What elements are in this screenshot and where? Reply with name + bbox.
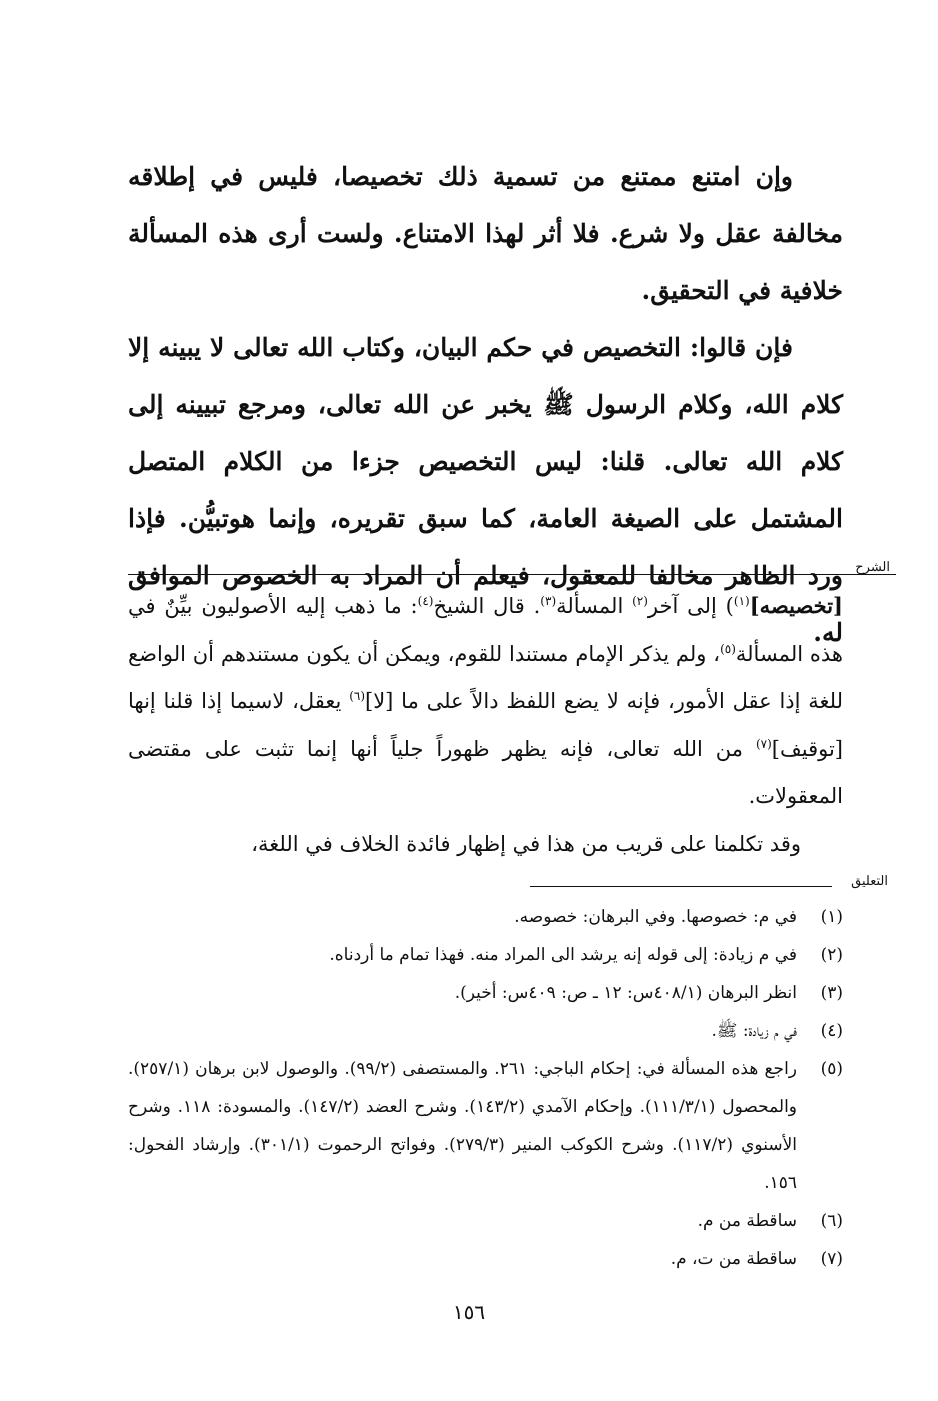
footnote-ref: (١): [733, 594, 750, 608]
sharh-paragraph: وقد تكلمنا على قريب من هذا في إظهار فائدة الخلاف في اللغة،: [251, 831, 801, 856]
sharh-text-run: يعقل، لاسيما إذا قلنا إنها [توقيف]: [128, 689, 843, 761]
footnote-item: [128, 898, 843, 936]
footnote-item: [128, 1012, 843, 1050]
footnote-number: (٤): [820, 1021, 843, 1041]
sharh-headword: [تخصيصه]: [749, 593, 843, 618]
footnote-item: [128, 1202, 843, 1240]
sharh-text-run: : ما ذهب إليه الأصوليون بيِّنٌ في هذه المسألة: [128, 594, 843, 666]
footnote-item: [128, 936, 843, 974]
footnote-text: ساقطة من ت، م.: [670, 1249, 797, 1269]
footnote-number: (٣): [820, 983, 843, 1003]
sharh-text-run: من الله تعالى، فإنه يظهر ظهوراً جلياً أنها إنما تثبت على مقتضى المعقولات.: [128, 736, 843, 808]
footnote-number: (٦): [820, 1211, 843, 1231]
footnote-ref: (٥): [720, 641, 736, 656]
sharh-text-run: المسألة: [556, 594, 633, 618]
footnote-item: [128, 1050, 843, 1202]
footnote-text: انظر البرهان (٤٠٨/١س: ١٢ ـ ص: ٤٠٩س: أخير).: [454, 983, 797, 1003]
sharh-paragraph: [128, 582, 843, 821]
footnote-ref: (٦): [349, 689, 366, 703]
footnote-text: ساقطة من م.: [697, 1211, 797, 1231]
sharh-divider: [128, 574, 896, 575]
footnote-item: [128, 1240, 843, 1278]
footnote-ref: (٣): [540, 594, 557, 608]
sharh-commentary: [128, 582, 843, 868]
footnote-number: (١): [820, 907, 843, 927]
page-number: ١٥٦: [452, 1300, 486, 1324]
sharh-section-label: الشرح: [855, 560, 890, 575]
sharh-text-run: ) إلى آخر: [647, 594, 734, 618]
footnotes: [128, 898, 843, 1278]
footnote-number: (٢): [820, 945, 843, 965]
footnote-number: (٧): [820, 1249, 843, 1269]
footnote-ref: (٢): [632, 594, 648, 608]
footnote-number: (٥): [820, 1059, 843, 1079]
footnote-item: [128, 974, 843, 1012]
sharh-text-run: . قال الشيخ: [433, 594, 541, 618]
taaliq-divider: [530, 886, 832, 887]
sharh-text-run: ، ولم يذكر الإمام مستندا للقوم، ويمكن أن يكون مستندهم أن الواضع للغة إذا عقل الأمور، فإنه لا يضع اللفظ دالاً على ما [لا]: [128, 641, 843, 713]
footnote-ref: (٧): [755, 736, 772, 751]
footnote-text: في م زيادة: إلى قوله إنه يرشد الى المراد منه. فهذا تمام ما أردناه.: [329, 945, 797, 965]
footnote-text: راجع هذه المسألة في: إحكام الباجي: ٢٦١. والمستصفى (٩٩/٢). والوصول لابن برهان (٢٥٧/١). والمحصول (١١١/٣/١). وإحكام الآمدي (١٤٣/٢). وشرح العضد (١٤٧/٢). والمسودة: ١١٨. وشرح الأسنوي (١١٧/٢). وشرح الكوكب المنير (٢٧٩/٣). وفواتح الرحموت (٣٠١/١). وإرشاد الفحول: ١٥٦.: [128, 1059, 798, 1193]
footnote-text: في م: خصوصها. وفي البرهان: خصوصه.: [514, 907, 797, 927]
main-paragraph: فإن قالوا: التخصيص في حكم البيان، وكتاب الله تعالى لا يبينه إلا كلام الله، وكلام الرسول ﷺ يخبر عن الله تعالى، ومرجع تبيينه إلى كلام الله تعالى. قلنا: ليس التخصيص جزءا من الكلام المتصل المشتمل على الصيغة العامة، كما سبق تقريره، وإنما هوتبيُّن. فإذا ورد الظاهر مخالفا للمعقول، فيعلم أن المراد به الخصوص الموافق له.: [128, 333, 843, 647]
footnote-text: في م زيادة: ﷺ.: [711, 1021, 797, 1041]
taaliq-section-label: التعليق: [851, 874, 888, 889]
footnote-ref: (٤): [417, 594, 434, 608]
main-paragraph: وإن امتنع ممتنع من تسمية ذلك تخصيصا، فليس في إطلاقه مخالفة عقل ولا شرع. فلا أثر لهذا الامتناع. ولست أرى هذه المسألة خلافية في التحقيق.: [128, 162, 843, 305]
